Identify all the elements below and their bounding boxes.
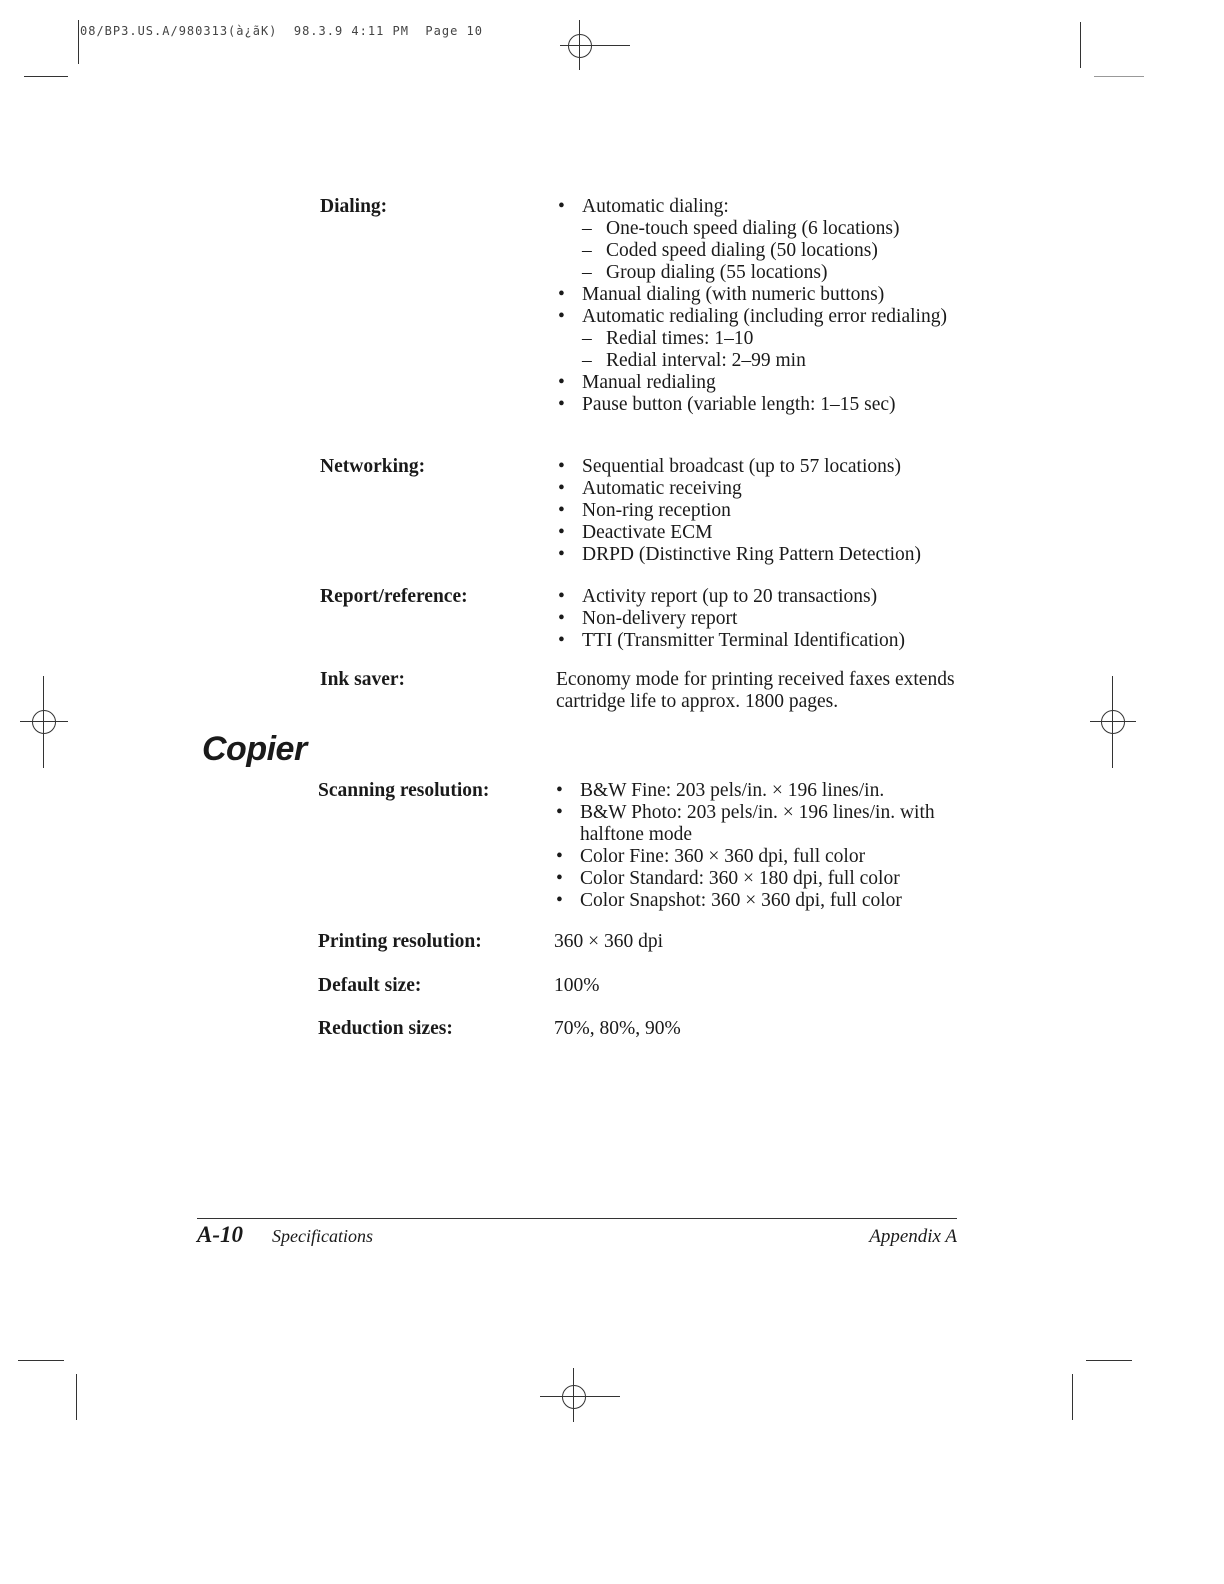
list-item: – One-touch speed dialing (6 locations) [582,218,956,240]
list-item: • Automatic dialing: – One-touch speed dialing (6 locations) – Coded speed dialing (50 locations) – Group dialing (55 locations) [556,196,956,284]
list-item: • B&W Fine: 203 pels/in. × 196 lines/in. [554,780,954,802]
spec-label-dialing: Dialing: [320,196,388,217]
spec-label-printing: Printing resolution: [318,931,482,952]
spec-value-scanning [554,780,954,912]
section-heading-copier: Copier [202,730,307,768]
spec-value-report [556,586,976,652]
spec-value-default-size: 100% [554,975,600,996]
spec-label-default-size: Default size: [318,975,422,996]
list-item: • Manual dialing (with numeric buttons) [556,284,956,306]
spec-value-reduction: 70%, 80%, 90% [554,1018,681,1039]
list-item: • B&W Photo: 203 pels/in. × 196 lines/in. with halftone mode [554,802,954,846]
bullet-list [556,586,976,652]
crop-mark [18,1360,64,1361]
list-item: • Non-ring reception [556,500,976,522]
footer-page-number: A-10 [197,1222,243,1247]
list-item: • Deactivate ECM [556,522,976,544]
list-item: • Non-delivery report [556,608,976,630]
bullet-list [554,780,954,912]
list-item: • Automatic redialing (including error redialing) – Redial times: 1–10 – Redial interval: 2–99 min [556,306,956,372]
crop-mark [78,20,79,64]
sub-list [582,328,956,372]
list-item: • Automatic receiving [556,478,976,500]
list-item: • DRPD (Distinctive Ring Pattern Detection) [556,544,976,566]
list-item: • Sequential broadcast (up to 57 locations) [556,456,976,478]
list-item: • Color Snapshot: 360 × 360 dpi, full color [554,890,954,912]
bullet-list [556,196,956,416]
spec-value-dialing [556,196,956,416]
list-item: – Group dialing (55 locations) [582,262,956,284]
spec-value-networking [556,456,976,566]
crop-mark [24,76,68,77]
spec-label-scanning: Scanning resolution: [318,780,490,801]
crop-mark [1072,1374,1073,1420]
spec-label-reduction: Reduction sizes: [318,1018,453,1039]
crop-mark [1080,22,1081,68]
sub-list [582,218,956,284]
crop-mark [1086,1360,1132,1361]
footer-rule [197,1218,957,1219]
crop-mark [1094,76,1144,77]
list-item: • TTI (Transmitter Terminal Identification) [556,630,976,652]
spec-label-report: Report/reference: [320,586,468,607]
spec-value-ink-saver: Economy mode for printing received faxes extends cartridge life to approx. 1800 pages. [556,669,955,712]
list-item: • Manual redialing [556,372,956,394]
list-item: • Pause button (variable length: 1–15 sec) [556,394,956,416]
list-item: – Redial times: 1–10 [582,328,956,350]
spec-label-networking: Networking: [320,456,426,477]
bullet-list [556,456,976,566]
list-item: • Color Standard: 360 × 180 dpi, full color [554,868,954,890]
footer-appendix: Appendix A [869,1226,957,1247]
list-item: – Coded speed dialing (50 locations) [582,240,956,262]
footer-section-title: Specifications [272,1226,373,1246]
list-item: • Activity report (up to 20 transactions) [556,586,976,608]
spec-label-ink-saver: Ink saver: [320,669,406,690]
spec-value-printing: 360 × 360 dpi [554,931,664,952]
list-item: – Redial interval: 2–99 min [582,350,956,372]
list-item: • Color Fine: 360 × 360 dpi, full color [554,846,954,868]
crop-mark [76,1374,77,1420]
printer-slug: 08/BP3.US.A/980313(à¿ãK) 98.3.9 4:11 PM Page 10 [80,24,484,38]
